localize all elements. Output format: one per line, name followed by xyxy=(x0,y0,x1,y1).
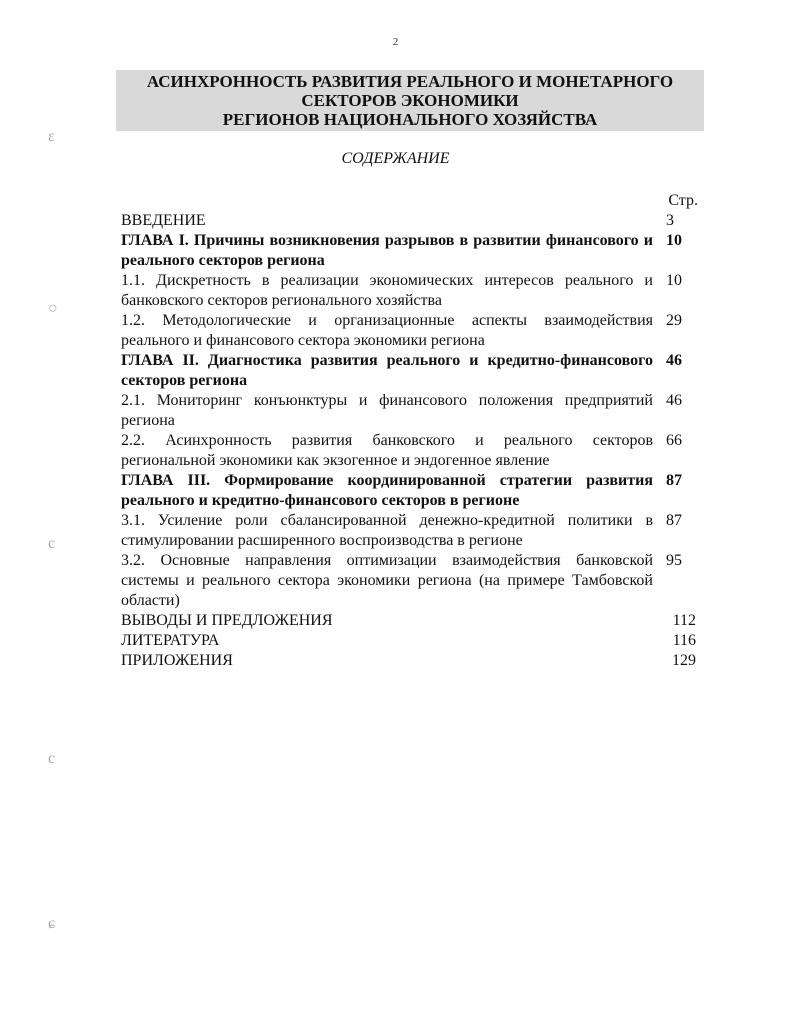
toc-entry-title: ПРИЛОЖЕНИЯ xyxy=(121,652,233,669)
toc-entry-section-2-1 xyxy=(121,391,698,431)
toc-entry-chapter-1 xyxy=(121,231,698,271)
toc-entry-title: 2.2. Асинхронность развития банковского и реального секторов региональной экономики как экзогенное и эндогенное явление xyxy=(121,432,653,469)
toc-entry-title: ГЛАВА III. Формирование координированной стратегии развития реального и кредитно-финансового секторов в регионе xyxy=(121,472,653,509)
toc-entry-page: 129 xyxy=(672,652,696,669)
toc-entry-section-1-1 xyxy=(121,271,698,311)
binder-hole-mark: ɛ xyxy=(48,128,55,145)
toc-entry-title: 1.2. Методологические и организационные аспекты взаимодействия реального и финансового сектора экономики региона xyxy=(121,312,653,349)
toc-entry-chapter-3 xyxy=(121,471,698,511)
toc-entry-title: ГЛАВА I. Причины возникновения разрывов в развитии финансового и реального секторов региона xyxy=(121,232,653,269)
toc-entry-page: 112 xyxy=(672,612,696,629)
toc-entry-page: 10 xyxy=(666,272,682,289)
table-of-contents xyxy=(121,191,698,671)
binder-hole-mark: c xyxy=(48,750,56,767)
toc-entry-page: 95 xyxy=(666,552,682,569)
toc-entry-page: 3 xyxy=(666,212,674,229)
binder-hole-mark: c xyxy=(48,535,56,552)
toc-entry-section-3-2 xyxy=(121,551,698,611)
toc-entry-chapter-2 xyxy=(121,351,698,391)
toc-entry-conclusions xyxy=(121,611,698,631)
title-line-2: СЕКТОРОВ ЭКОНОМИКИ xyxy=(301,91,519,110)
toc-entry-title: ВВЕДЕНИЕ xyxy=(121,212,206,229)
toc-entry-introduction xyxy=(121,211,698,231)
toc-entry-literature xyxy=(121,631,698,651)
toc-entry-section-1-2 xyxy=(121,311,698,351)
toc-entry-title: ГЛАВА II. Диагностика развития реального и кредитно-финансового секторов региона xyxy=(121,352,653,389)
toc-entry-page: 66 xyxy=(666,432,682,449)
binder-hole-mark: ɕ xyxy=(48,915,56,932)
page-number: 2 xyxy=(392,36,399,48)
toc-entry-title: 2.1. Мониторинг конъюнктуры и финансового положения предприятий региона xyxy=(121,392,653,429)
binder-hole-mark: ○ xyxy=(48,300,58,317)
toc-entry-title: 3.1. Усиление роли сбалансированной денежно-кредитной политики в стимулировании расширенного воспроизводства в регионе xyxy=(121,512,653,549)
contents-heading: СОДЕРЖАНИЕ xyxy=(341,150,450,167)
toc-entry-section-3-1 xyxy=(121,511,698,551)
toc-entry-title: 1.1. Дискретность в реализации экономических интересов реального и банковского секторов регионального хозяйства xyxy=(121,272,653,309)
toc-entry-title: ЛИТЕРАТУРА xyxy=(121,632,220,649)
toc-entry-page: 87 xyxy=(666,472,682,489)
toc-entry-appendices xyxy=(121,651,698,671)
page-column-header xyxy=(121,191,698,211)
toc-entry-page: 87 xyxy=(666,512,682,529)
toc-entry-section-2-2 xyxy=(121,431,698,471)
toc-entry-title: ВЫВОДЫ И ПРЕДЛОЖЕНИЯ xyxy=(121,612,333,629)
toc-entry-page: 46 xyxy=(666,392,682,409)
page-column-label: Стр. xyxy=(668,192,698,209)
title-line-3: РЕГИОНОВ НАЦИОНАЛЬНОГО ХОЗЯЙСТВА xyxy=(222,110,598,129)
toc-entry-page: 29 xyxy=(666,312,682,329)
document-title xyxy=(116,70,704,131)
title-line-1: АСИНХРОННОСТЬ РАЗВИТИЯ РЕАЛЬНОГО И МОНЕТАРНОГО xyxy=(146,72,674,91)
toc-entry-page: 116 xyxy=(672,632,696,649)
toc-entry-page: 10 xyxy=(666,232,682,249)
toc-entry-title: 3.2. Основные направления оптимизации взаимодействия банковской системы и реального сектора экономики региона (на примере Тамбовской области) xyxy=(121,552,653,609)
toc-entry-page: 46 xyxy=(666,352,682,369)
